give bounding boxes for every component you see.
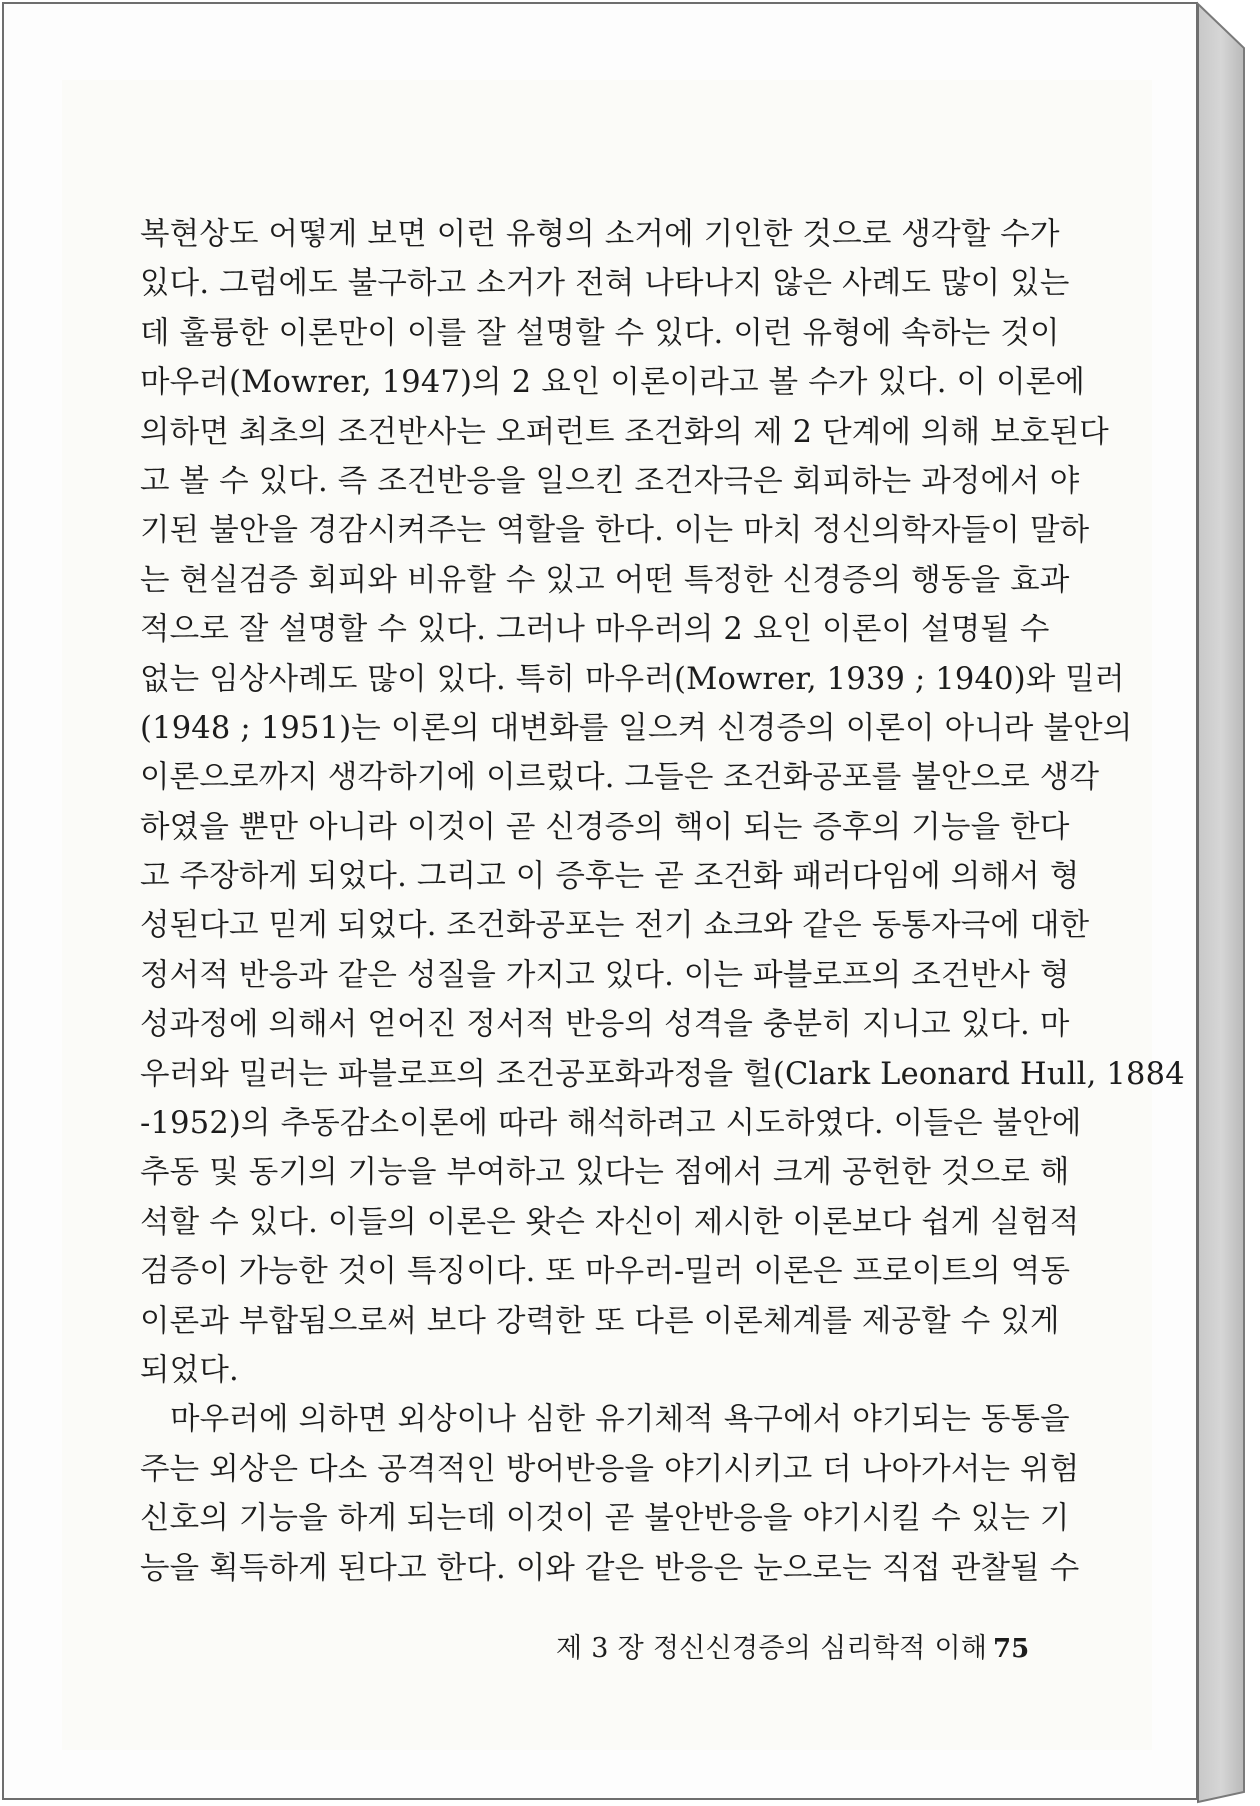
text-line: 신호의 기능을 하게 되는데 이것이 곧 불안반응을 야기시킬 수 있는 기 [140,1501,1070,1537]
text-line: 되었다. [140,1352,239,1388]
text-line: 이론으로까지 생각하기에 이르렀다. 그들은 조건화공포를 불안으로 생각 [140,760,1100,796]
text-line: (1948 ; 1951)는 이론의 대변화를 일으켜 신경증의 이론이 아니라 불안의 [140,710,1133,746]
text-line: 기된 불안을 경감시켜주는 역할을 한다. 이는 마치 정신의학자들이 말하 [140,513,1090,549]
page-footer [556,1627,1056,1671]
text-line: 있다. 그럼에도 불구하고 소거가 전혀 나타나지 않은 사례도 많이 있는 [140,266,1070,302]
body-text [140,210,1185,1593]
page-number: 75 [993,1634,1030,1664]
text-line: 검증이 가능한 것이 특징이다. 또 마우러-밀러 이론은 프로이트의 역동 [140,1254,1071,1290]
text-line: 능을 획득하게 된다고 한다. 이와 같은 반응은 눈으로는 직접 관찰될 수 [140,1550,1080,1586]
text-line: 고 볼 수 있다. 즉 조건반응을 일으킨 조건자극은 회피하는 과정에서 야 [140,463,1080,499]
text-line: 추동 및 동기의 기능을 부여하고 있다는 점에서 크게 공헌한 것으로 해 [140,1155,1070,1191]
text-line: 적으로 잘 설명할 수 있다. 그러나 마우러의 2 요인 이론이 설명될 수 [140,612,1050,648]
text-line: 의하면 최초의 조건반사는 오퍼런트 조건화의 제 2 단계에 의해 보호된다 [140,414,1109,450]
text-line: 하였을 뿐만 아니라 이것이 곧 신경증의 핵이 되는 증후의 기능을 한다 [140,809,1070,845]
text-line: 마우러(Mowrer, 1947)의 2 요인 이론이라고 볼 수가 있다. 이 이론에 [140,365,1086,401]
text-line: -1952)의 추동감소이론에 따라 해석하려고 시도하였다. 이들은 불안에 [140,1106,1082,1142]
text-line: 정서적 반응과 같은 성질을 가지고 있다. 이는 파블로프의 조건반사 형 [140,957,1070,993]
text-line: 석할 수 있다. 이들의 이론은 왓슨 자신이 제시한 이론보다 쉽게 실험적 [140,1204,1080,1240]
text-line: 성된다고 믿게 되었다. 조건화공포는 전기 쇼크와 같은 동통자극에 대한 [140,908,1090,944]
text-line: 는 현실검증 회피와 비유할 수 있고 어떤 특정한 신경증의 행동을 효과 [140,562,1070,598]
running-footer-chapter: 제 3 장 정신신경증의 심리학적 이해 [556,1633,988,1664]
text-line: 복현상도 어떻게 보면 이런 유형의 소거에 기인한 것으로 생각할 수가 [140,217,1060,252]
text-line: 고 주장하게 되었다. 그리고 이 증후는 곧 조건화 패러다임에 의해서 형 [140,859,1080,895]
text-line: 데 훌륭한 이론만이 이를 잘 설명할 수 있다. 이런 유형에 속하는 것이 [140,315,1060,351]
text-line: 마우러에 의하면 외상이나 심한 유기체적 욕구에서 야기되는 동통을 [170,1402,1070,1438]
text-line: 주는 외상은 다소 공격적인 방어반응을 야기시키고 더 나아가서는 위험 [140,1451,1080,1487]
text-line: 성과정에 의해서 얻어진 정서적 반응의 성격을 충분히 지니고 있다. 마 [140,1007,1070,1043]
text-line: 이론과 부합됨으로써 보다 강력한 또 다른 이론체계를 제공할 수 있게 [140,1303,1060,1339]
text-line: 없는 임상사례도 많이 있다. 특히 마우러(Mowrer, 1939 ; 1940)와 밀러 [140,661,1125,697]
text-line: 우러와 밀러는 파블로프의 조건공포화과정을 헐(Clark Leonard Hull, 1884 [140,1056,1185,1092]
